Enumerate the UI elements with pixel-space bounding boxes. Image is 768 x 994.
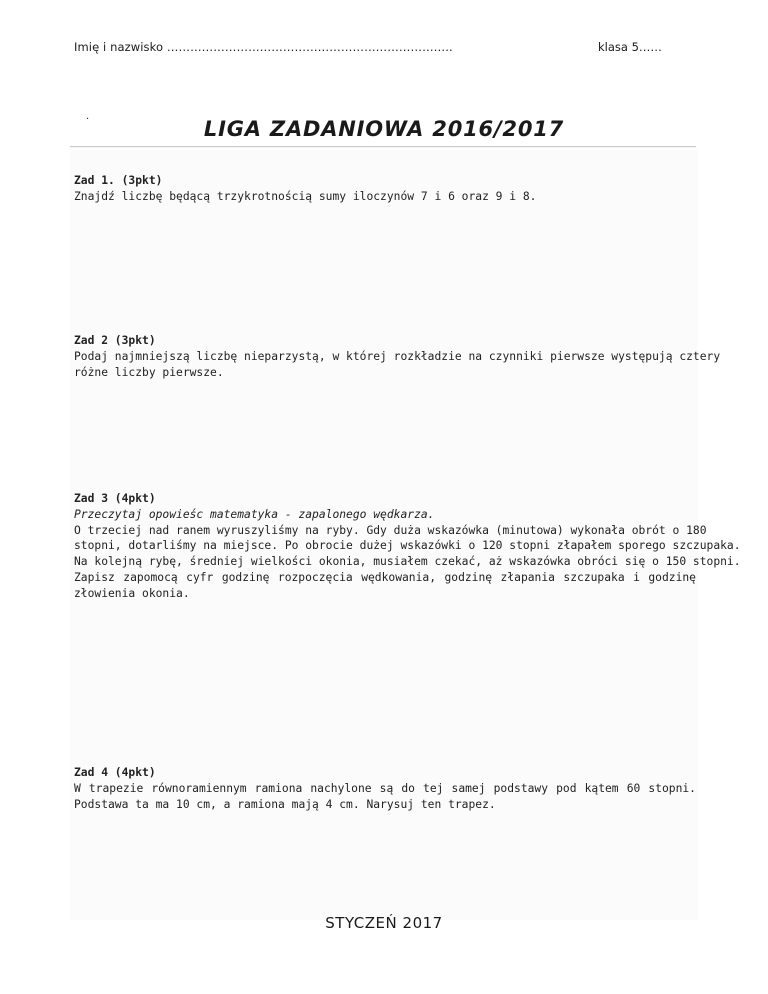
task-4-text-line: Podstawa ta ma 10 cm, a ramiona mają 4 cm. Narysuj ten trapez. [74,797,496,811]
task-1-heading: Zad 1. (3pkt) [74,174,163,187]
task-1 [74,173,696,205]
task-3-text-line: stopni, dotarliśmy na miejsce. Po obrocie dużej wskazówki o 120 stopni złapałem sporego szczupaka. [74,539,741,553]
task-4-text-line: W trapezie równoramiennym ramiona nachylone są do tej samej podstawy pod kątem 60 stopni. [74,781,696,795]
page-title: LIGA ZADANIOWA 2016/2017 [203,117,565,141]
student-name-line: Imię i nazwisko ……………………………………………………………….. [74,40,453,54]
task-3-heading: Zad 3 (4pkt) [74,492,156,505]
task-1-text: Znajdź liczbę będącą trzykrotnością sumy iloczynów 7 i 6 oraz 9 i 8. [74,189,537,203]
task-4 [74,765,696,812]
stray-dot: . [86,111,90,122]
task-2 [74,333,721,380]
task-3 [74,491,741,602]
task-2-text-line: różne liczby pierwsze. [74,365,224,379]
class-line: klasa 5…… [598,40,662,54]
task-2-heading: Zad 2 (3pkt) [74,334,156,347]
task-3-text-line: O trzeciej nad ranem wyruszyliśmy na ryby. Gdy duża wskazówka (minutowa) wykonała obrót o 180 [74,523,707,537]
task-3-subtitle: Przeczytaj opowieśc matematyka - zapalonego wędkarza. [74,507,435,521]
task-4-heading: Zad 4 (4pkt) [74,766,156,779]
page-footer-date: STYCZEŃ 2017 [325,914,443,932]
task-3-text-line: Zapisz zapomocą cyfr godzinę rozpoczęcia wędkowania, godzinę złapania szczupaka i godzinę [74,570,696,584]
task-3-text-line: złowienia okonia. [74,586,190,600]
title-divider [70,146,696,147]
task-3-text-line: Na kolejną rybę, średniej wielkości okonia, musiałem czekać, aż wskazówka obróci się o 150 stopni. [74,555,741,569]
task-2-text-line: Podaj najmniejszą liczbę nieparzystą, w której rozkładzie na czynniki pierwsze występują cztery [74,349,721,363]
